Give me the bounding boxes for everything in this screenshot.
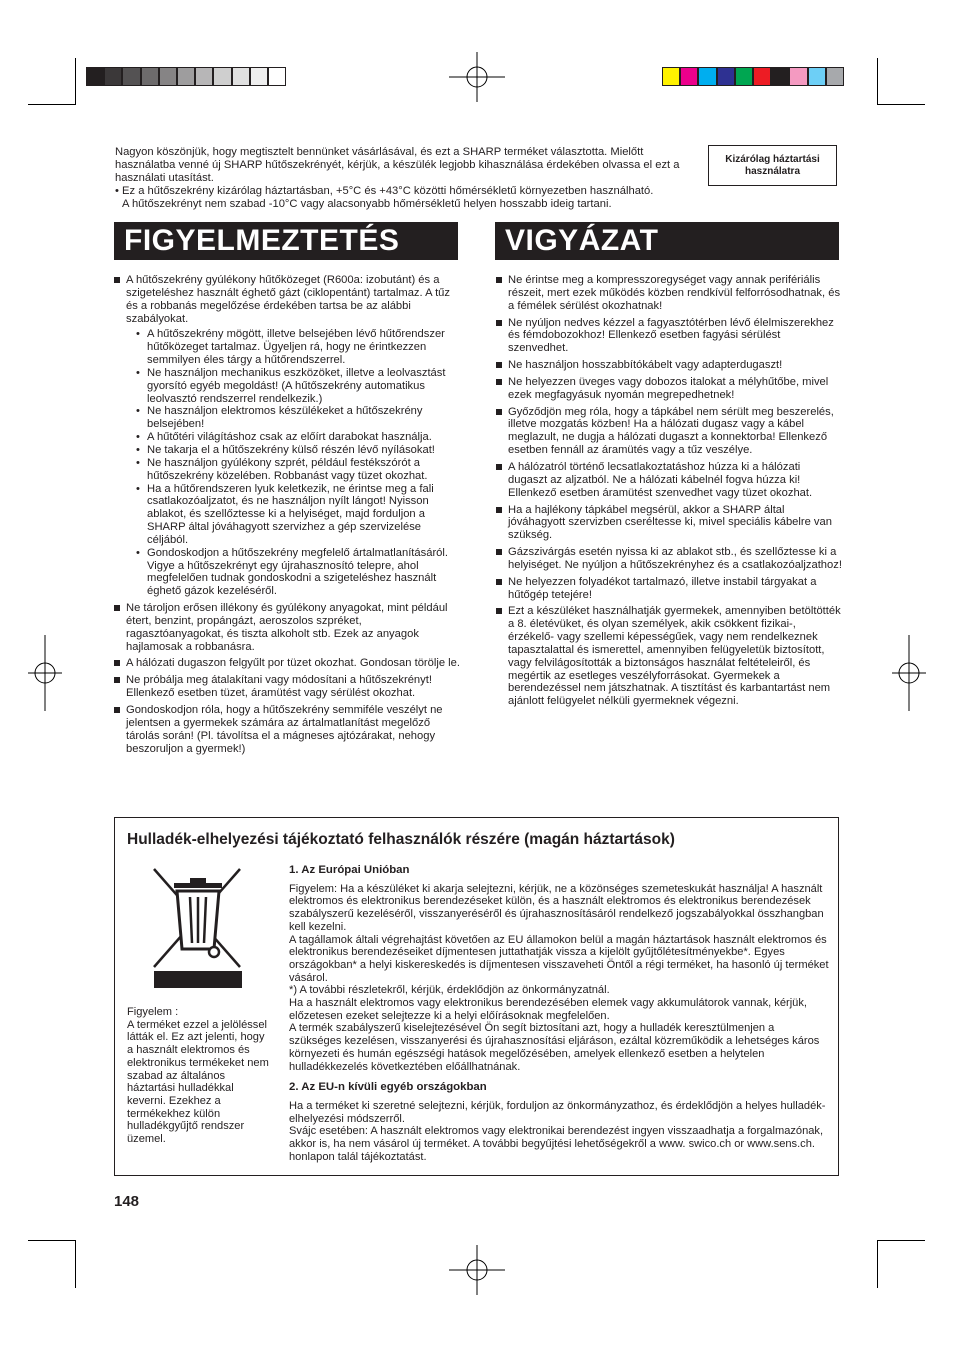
warning-item-text: Gondoskodjon róla, hogy a hűtőszekrény semmiféle veszélyt ne jelentsen a gyermekek számára az ártalmatlanítást megelőző tárolás során! (Pl. távolítsa el a mágneses ajtózárakat, nehogy beszoruljon a gyermek!) (126, 704, 443, 755)
caution-item: Ne nyúljon nedves kézzel a fagyasztótérben lévő élelmiszerekhez és fémdobozokhoz! Ellenkező esetben fagyási sérülést szenvedhet. (496, 317, 842, 356)
warning-subitem: • Gondoskodjon a hűtőszekrény megfelelő ártalmatlanításáról. Vigye a hűtőszekrényt egy újrahasznosító telepre, ahol megfelelően tudnak gondoskodni a szigeteléshez használt éghető gázok kezeléséről. (136, 547, 460, 598)
caution-item: Ne használjon hosszabbítókábelt vagy adapterdugaszt! (496, 359, 842, 372)
caution-item: Ha a hajlékony tápkábel megsérül, akkor a SHARP által jóváhagyott szervizben cseréltesse ki, mivel speciális kábelre van szükség. (496, 504, 842, 543)
warning-subitem: • Ne takarja el a hűtőszekrény külső részén lévő nyílásokat! (136, 444, 460, 457)
color-swatch (789, 67, 807, 86)
page-number: 148 (114, 1193, 140, 1210)
warning-subitem: • Ne használjon gyúlékony szprét, például festékszórót a hűtőszekrény közelében. Robbanást vagy tüzet okozhat. (136, 457, 460, 483)
gray-swatch (141, 67, 159, 86)
disposal-info-box (114, 817, 839, 1176)
color-swatch (771, 67, 789, 86)
caution-section (496, 274, 842, 712)
gray-swatch (250, 67, 268, 86)
registration-mark-top-icon (449, 52, 505, 102)
warning-section (114, 274, 460, 759)
warning-item-text: A hűtőszekrény gyúlékony hűtőközeget (R600a: izobutánt) és a szigeteléshez használt éghető gázt (ciklopentánt) tartalmaz. A tűz és a robbanás megelőzése érdekében tartsa be az alábbi szabályokat. (126, 274, 450, 325)
warning-title: FIGYELMEZTETÉS (124, 224, 400, 257)
warning-item-text: Ne tároljon erősen illékony és gyúlékony anyagokat, mint például étert, benzint, propángázt, aeroszolos szpréket, ragasztóanyagokat, és tiszta alkoholt stb. Ezek az anyagok hajlamosak a robbanásra. (126, 602, 448, 653)
disposal-paragraph: Ha a használt elektromos vagy elektronikus berendezésében elemek vagy akkumulátorok vannak, kérjük, előzetesen ezeket selejtezze ki a helyi előírásoknak megfelelően. (289, 997, 807, 1022)
warning-subitem: • A hűtőtéri világításhoz csak az előírt darabokat használja. (136, 431, 460, 444)
warning-item-text: A hálózati dugaszon felgyűlt por tüzet okozhat. Gondosan törölje le. (126, 657, 460, 670)
intro-text (115, 146, 705, 211)
color-swatch (808, 67, 826, 86)
caution-item: Ne helyezzen folyadékot tartalmazó, illetve instabil tárgyakat a hűtőgép tetejére! (496, 576, 842, 602)
color-swatch (662, 67, 680, 86)
registration-mark-bottom-icon (449, 1245, 505, 1295)
caution-item: Ezt a készüléket használhatják gyermekek, amennyiben betöltötték a 8. életévüket, és olyan személyek, akik csökkent fizikai-, érzékelő- vagy szellemi képességűek, vagy nem rendelkeznek tapasztalattal és ismerettel, amennyiben felügyeletük biztosított, vagy felvilágosították a biztonságos használat feltételeiről, és megértik az esetleges veszélyforrásokat. Gyermekek a berendezéssel nem játszhatnak. A tisztítást és karbantartást nem ajánlott felügyelet nélküli gyermeknek végezni. (496, 605, 842, 708)
badge-label: Kizárólag háztartási használatra (725, 153, 820, 177)
gray-swatch (268, 67, 286, 86)
color-swatch (680, 67, 698, 86)
disposal-note (127, 1006, 271, 1146)
caution-item: Ne érintse meg a kompresszoregységet vagy annak perifériális részeit, mert ezek működés közben rendkívül felforrósodhatnak, és a fémélek sérülést okozhatnak! (496, 274, 842, 313)
color-swatch (826, 67, 844, 86)
color-swatch (698, 67, 716, 86)
intro-paragraph: Nagyon köszönjük, hogy megtisztelt bennünket vásárlásával, és ezt a SHARP terméket választotta. Mielőtt használatba venné új SHARP hűtőszekrényét, kérjük, a készülék legjobb kihasználása érdekében olvassa el ezt a használati utasítást. (115, 146, 680, 184)
caution-item: A hálózatról történő lecsatlakoztatáshoz húzza ki a hálózati dugaszt az aljzatból. Ne a hálózati kábelnél fogva húzza ki! Ellenkező esetben áramütést szenvedhet vagy tüzet okozhat. (496, 461, 842, 500)
eu-heading: 1. Az Európai Unióban (289, 864, 410, 876)
color-swatch (717, 67, 735, 86)
warning-subitem: • Ne használjon elektromos készülékeket a hűtőszekrény belsejében! (136, 405, 460, 431)
gray-swatch (86, 67, 104, 86)
disposal-paragraph: A termék szabályszerű kiselejtezésével Ön segít biztosítani azt, hogy a hulladék keresztülmenjen a szükséges kezelésen, visszanyerési és újrahasznosítási eljáráson, ezáltal közreműködik a lehetséges káros környezeti és humán egészségi hatások megelőzésében, amelyek ellenkező esetben a helytelen hulladékkezelés következtében előállhatnának. (289, 1022, 820, 1073)
other-countries-heading: 2. Az EU-n kívüli egyéb országokban (289, 1081, 487, 1094)
warning-subitem: • Ha a hűtőrendszeren lyuk keletkezik, ne érintse meg a fali csatlakozóaljzatot, és ne használjon nyílt lángot! Nyisson ablakot, és szellőztesse ki a helyiséget, majd forduljon a SHARP által jóváhagyott szervizhez a gép szervizelése céljából. (136, 483, 460, 547)
warning-item (114, 602, 460, 653)
disposal-paragraph: Svájc esetében: A használt elektromos vagy elektronikai berendezést ingyen visszaadhatja a forgalmazónak, akkor is, ha nem vásárol új terméket. A további begyűjtési lehetőségekről a www. swico.ch or www.sens.ch. honlapon talál tájékoztatást. (289, 1125, 824, 1163)
gray-calibration-bar (86, 67, 286, 86)
registration-mark-left-icon (28, 635, 62, 711)
color-calibration-bar (662, 67, 844, 86)
caution-title: VIGYÁZAT (505, 224, 659, 257)
warning-banner (114, 222, 458, 260)
other-countries-paragraphs (289, 1100, 829, 1164)
caution-banner (495, 222, 839, 260)
gray-swatch (213, 67, 231, 86)
intro-temperature-note: A hűtőszekrényt nem szabad -10°C vagy alacsonyabb hőmérsékletű helyen hosszabb ideig tartani. (122, 197, 612, 210)
warning-subitem: • Ne használjon mechanikus eszközöket, illetve a leolvasztást gyorsító egyéb megoldást! (A hűtőszekrény automatikus leolvasztó rendszerrel rendelkezik.) (136, 367, 460, 406)
warning-list (114, 274, 460, 755)
gray-swatch (104, 67, 122, 86)
weee-crossed-bin-icon (150, 865, 246, 990)
caution-list (496, 274, 842, 708)
warning-item (114, 674, 460, 700)
gray-swatch (177, 67, 195, 86)
note-text: A terméket ezzel a jelöléssel látták el. Ez azt jelenti, hogy a használt elektromos és elektronikus termékeket nem szabad az általános háztartási hulladékkal keverni. Ezekhez a termékekhez külön hulladékgyűjtő rendszer üzemel. (127, 1018, 269, 1146)
note-title: Figyelem : (127, 1006, 179, 1018)
warning-item (114, 274, 460, 598)
gray-swatch (122, 67, 140, 86)
warning-item (114, 657, 460, 670)
caution-item: Gázszivárgás esetén nyissa ki az ablakot stb., és szellőztesse ki a helyiséget. Ne nyúljon a hűtőszekrényhez és a csatlakozóaljzathoz! (496, 546, 842, 572)
warning-item-text: Ne próbálja meg átalakítani vagy módosítani a hűtőszekrényt! Ellenkező esetben tüzet, áramütést vagy sérülést okozhat. (126, 674, 432, 700)
registration-mark-right-icon (892, 635, 926, 711)
intro-usage-note: • Ez a hűtőszekrény kizárólag háztartásban, +5°C és +43°C közötti hőmérsékletű környezetben használható. (115, 184, 654, 197)
gray-swatch (159, 67, 177, 86)
caution-item: Ne helyezzen üveges vagy dobozos italokat a mélyhűtőbe, mivel ezek megfagyásuk nyomán megrepedhetnek! (496, 376, 842, 402)
household-use-badge (708, 145, 837, 186)
color-swatch (753, 67, 771, 86)
color-swatch (735, 67, 753, 86)
disposal-paragraph: A tagállamok általi végrehajtást követően az EU államokon belül a magán háztartások használt elektromos és elektronikus berendezéseiket díjmentesen juttathatják vissza a kijelölt gyűjtőlétesítményekbe*. Egyes országokban* a helyi kiskereskedés is díjmentesen visszaveheti Öntől a régi terméket, ha hasonló új terméket vásárol. (289, 933, 829, 984)
disposal-title: Hulladék-elhelyezési tájékoztató felhasználók részére (magán háztartások) (127, 831, 675, 848)
warning-subitem: • A hűtőszekrény mögött, illetve belsejében lévő hűtőrendszer hűtőközeget tartalmaz. Ügyeljen rá, hogy ne érintkezzen semmilyen éles tárgy a hűtőrendszerrel. (136, 328, 460, 367)
disposal-paragraph: Ha a terméket ki szeretné selejtezni, kérjük, forduljon az önkormányzathoz, és érdeklődjön a helyes hulladék-elhelyezési módszerről. (289, 1099, 826, 1125)
eu-paragraphs (289, 883, 829, 1074)
warning-item (114, 704, 460, 755)
gray-swatch (195, 67, 213, 86)
disposal-text (289, 864, 829, 1163)
caution-item: Győződjön meg róla, hogy a tápkábel nem sérült meg beszerelés, illetve mozgatás közben! Ha a hálózati dugasz vagy a kábel meglazult, ne dugja a hálózati dugaszt a konnektorba! Ellenkező esetben fennáll az áramütés vagy a tűz veszélye. (496, 406, 842, 457)
gray-swatch (232, 67, 250, 86)
disposal-paragraph: Figyelem: Ha a készüléket ki akarja selejtezni, kérjük, ne a közönséges szemeteskukát használja! A használt elektromos és elektronikus berendezéseket külön, és a használt elektromos és elektronikus berendezések szabályszerű kezeléséről, visszanyeréséről és újrahasznosításáról rendelkező jogszabályokkal összhangban kell kezelni. (289, 882, 824, 933)
disposal-paragraph: *) A további részletekről, kérjük, érdeklődjön az önkormányzatnál. (289, 984, 610, 997)
